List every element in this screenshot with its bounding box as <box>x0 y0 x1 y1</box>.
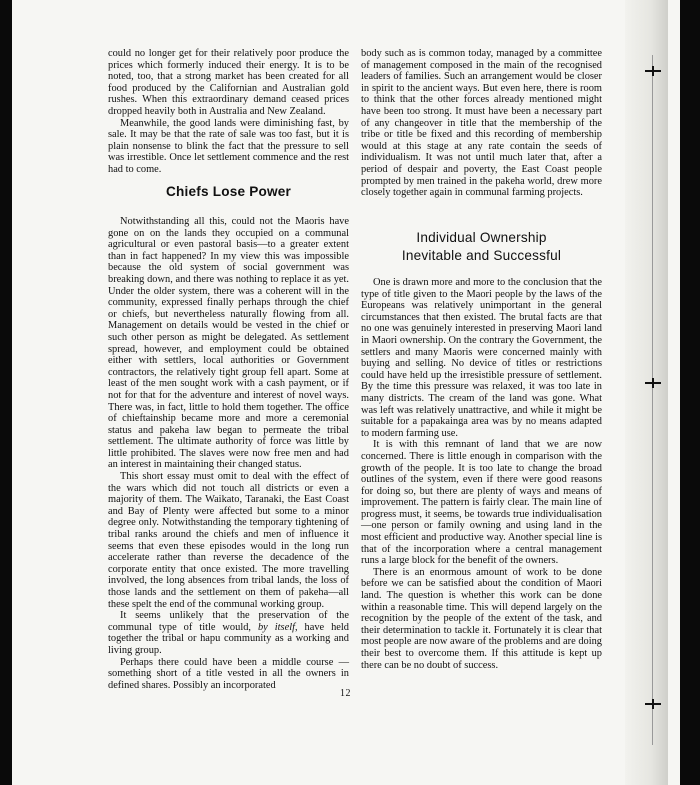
facing-page-edge <box>625 0 668 785</box>
paragraph: This short essay must omit to deal with the effect of the wars which did not touch all districts or even a majority of them. The Waikato, Taranaki, the East Coast and Bay of Plenty were affected but some to a minor degree only. Notwithstanding the temporary tightening of tribal ranks around the chiefs and men of influence it seems that even these episodes would in the long run accelerate rather than reverse the decadence of the corporate entity that once existed. The more travelling involved, the long absences from tribal lands, the loss of those lands and the settlement on them of pakeha—all these spelt the end of the communal working group. <box>108 471 349 610</box>
paragraph <box>108 610 349 656</box>
left-column <box>108 48 349 176</box>
paragraph: One is drawn more and more to the conclusion that the type of title given to the Maori people by the laws of the Europeans was relatively unimportant in the general circumstances that then existed. The brutal facts are that no one was genuinely interested in preserving Maori land in Maori ownership. On the contrary the Government, the settlers and many Maoris were concerned mainly with buying and selling. No device of titles or restrictions could have held up the irresistible pressure of settlement. By the time this pressure was relaxed, it was too late in many districts. The cream of the land was gone. What was left was relatively unattractive, and while it might be suitable for a papakainga area was by no means adapted to modern farming use. <box>361 277 602 439</box>
italic-text: by itself <box>257 621 295 633</box>
paragraph: There is an enormous amount of work to be done before we can be satisfied about the condition of Maori land. The question is whether this work can be done within a reasonable time. This will depend largely on the recognition by the people of the extent of the task, and their determination to tackle it. Fortunately it is clear that most people are now aware of the problems and are doing their best to overcome them. If this attitude is kept up there can be no doubt of success. <box>361 566 602 671</box>
paragraph: Perhaps there could have been a middle course —something short of a title vested in all the owners in defined shares. Possibly an incorporated <box>108 656 349 691</box>
section-heading-individual-ownership <box>361 229 602 265</box>
left-column-lower <box>108 216 349 691</box>
paragraph: It is with this remnant of land that we are now concerned. There is little enough in comparison with the growth of the people. It is too late to change the broad outlines of the system, even if there were good reasons for doing so, but there are plenty of ways and means of improvement. The pattern is fairly clear. The main line of progress must, it seems, be towards true individualisation—one person or family owning and using land in the most efficient and productive way. Another special line is that of the incorporation where a central management runs a large block for the benefit of the owners. <box>361 439 602 567</box>
right-column-lower <box>361 277 602 671</box>
edge-mark <box>645 382 661 384</box>
paragraph: could no longer get for their relatively poor produce the prices which formerly induced their energy. It is to be noted, too, that a strong market has been created for all food produced by the Californian and Australian gold rushes. When this extraordinary demand ceased prices dropped heavily both in Australia and New Zealand. <box>108 48 349 117</box>
heading-line: Individual Ownership <box>416 230 547 245</box>
page-number: 12 <box>340 688 351 699</box>
edge-mark <box>645 70 661 72</box>
paragraph: Notwithstanding all this, could not the Maoris have gone on on the lands they occupied on a communal agricultural or even pastoral basis—to a greater extent than in fact happened? In my view this was impossible because the old system of social government was breaking down, and there was nothing to replace it as yet. Under the older system, there was a coherent will in the community, expressed finally perhaps through the chief or chiefs, but nevertheless naturally flowing from all. Management on details would be vested in the chief or such other person as might be delegated. As settlement spread, however, and employment could be obtained either with settlers, local authorities or Government contractors, the relatively tight group fell apart. Some at least of the men sought work with a cash payment, or if not for that for the adventure and interest of novel ways. There was, in fact, little to hold them together. The office of chieftainship became more and more a ceremonial status and pakeha law began to permeate the tribal settlement. The ultimate authority of force was little by little prohibited. The slaves were now free men and had an interest in maintaining their changed status. <box>108 216 349 471</box>
right-column <box>361 48 602 199</box>
page-edge-line <box>652 55 653 745</box>
paragraph: body such as is common today, managed by a committee of management composed in the main of the recognised leaders of families. Such an arrangement would be closer in spirit to the ancient ways. But even here, there is room to think that the other forces already mentioned might have been too strong. It must have been a necessary part of any changeover in title that the membership of the tribe or title be fixed and this recording of membership would at this stage at any rate contain the seeds of individualism. It was not until much later that, after a period of despair and poverty, the East Coast people prompted by men trained in the pakeha world, drew more closely together again in communal farming projects. <box>361 48 602 199</box>
text-run: It seems unlikely that the preservation of the communal type of title would, <box>108 610 349 633</box>
edge-mark <box>645 703 661 705</box>
text-run: , have held together the tribal or hapu community as a working and living group. <box>108 621 350 656</box>
section-heading-chiefs-lose-power: Chiefs Lose Power <box>165 184 292 199</box>
heading-line: Inevitable and Successful <box>401 248 562 263</box>
paragraph: Meanwhile, the good lands were diminishing fast, by sale. It may be that the rate of sale was too fast, but it is plain nonsense to blink the fact that the pressure to sell was irrestible. Once let settlement commence and the rest had to come. <box>108 117 349 175</box>
